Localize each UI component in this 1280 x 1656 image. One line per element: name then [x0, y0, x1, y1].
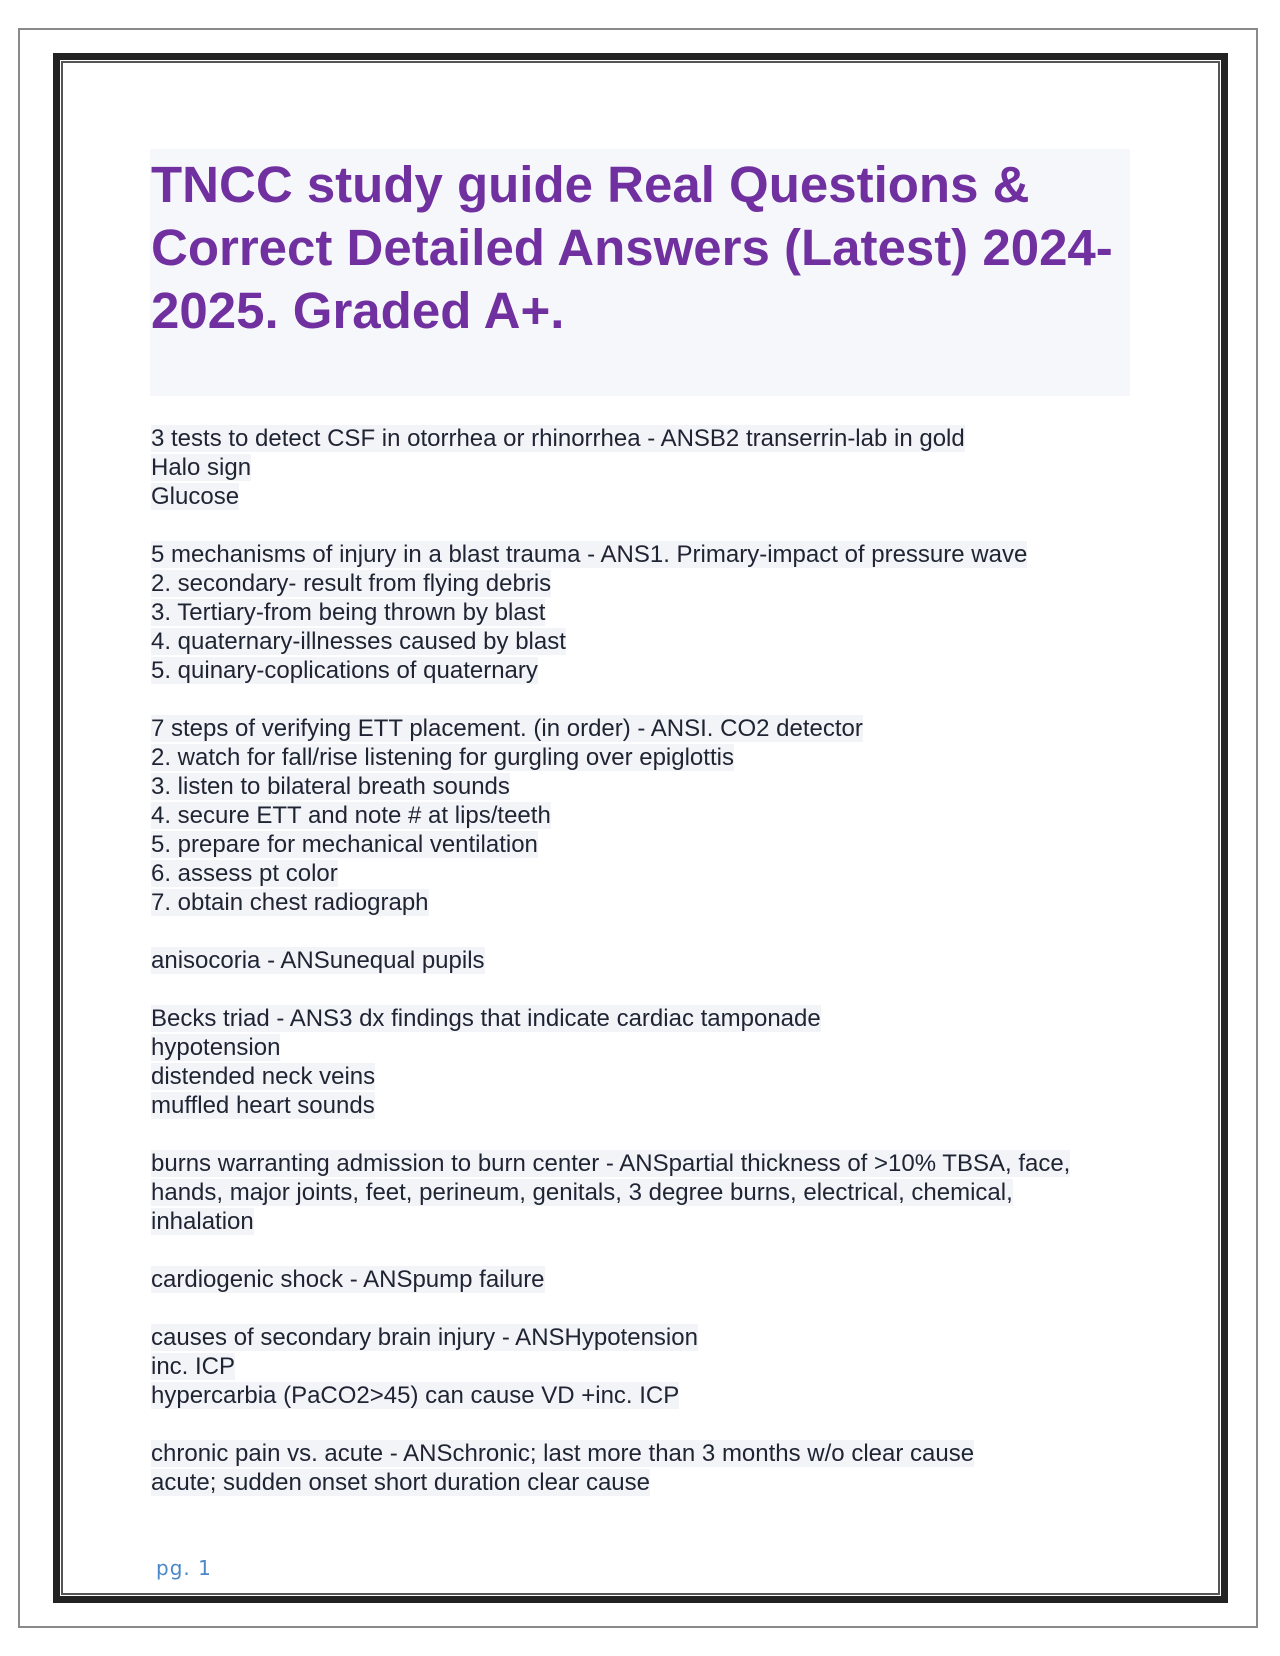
qa-line-text: muffled heart sounds — [151, 1092, 375, 1119]
qa-line — [151, 1091, 1136, 1120]
qa-line-text: anisocoria - ANSunequal pupils — [151, 947, 485, 974]
qa-line — [151, 859, 1136, 888]
qa-line-text: 4. quaternary-illnesses caused by blast — [151, 628, 566, 655]
qa-line-text: 3. Tertiary-from being thrown by blast — [151, 599, 546, 626]
qa-content — [151, 424, 1136, 1526]
qa-line — [151, 830, 1136, 859]
qa-line-text: hands, major joints, feet, perineum, genitals, 3 degree burns, electrical, chemical, — [151, 1179, 1013, 1206]
qa-line — [151, 743, 1136, 772]
qa-line-text: inhalation — [151, 1208, 254, 1235]
qa-line-text: 3 tests to detect CSF in otorrhea or rhinorrhea - ANSB2 transerrin-lab in gold — [151, 425, 965, 452]
qa-line-text: Halo sign — [151, 454, 252, 481]
qa-line — [151, 801, 1136, 830]
qa-line-text: Becks triad - ANS3 dx findings that indicate cardiac tamponade — [151, 1005, 821, 1032]
qa-line — [151, 1149, 1136, 1178]
qa-line-text: cardiogenic shock - ANSpump failure — [151, 1266, 545, 1293]
qa-line-text: 5. prepare for mechanical ventilation — [151, 831, 538, 858]
qa-line-text: distended neck veins — [151, 1063, 376, 1090]
qa-line-text: chronic pain vs. acute - ANSchronic; last more than 3 months w/o clear cause — [151, 1440, 975, 1467]
qa-entry — [151, 946, 1136, 975]
qa-line — [151, 1323, 1136, 1352]
qa-entry — [151, 540, 1136, 685]
qa-line-text: 4. secure ETT and note # at lips/teeth — [151, 802, 551, 829]
qa-entry — [151, 714, 1136, 917]
qa-entry — [151, 1004, 1136, 1120]
qa-line — [151, 1004, 1136, 1033]
qa-line-text: 7 steps of verifying ETT placement. (in order) - ANSI. CO2 detector — [151, 715, 863, 742]
qa-entry — [151, 1439, 1136, 1497]
qa-line — [151, 1062, 1136, 1091]
qa-line — [151, 714, 1136, 743]
qa-line-text: 2. secondary- result from flying debris — [151, 570, 552, 597]
qa-line — [151, 772, 1136, 801]
qa-line — [151, 598, 1136, 627]
document-title: TNCC study guide Real Questions & Correct Detailed Answers (Latest) 2024-2025. Graded A+. — [151, 156, 1113, 339]
qa-line — [151, 540, 1136, 569]
title-block — [150, 149, 1130, 396]
qa-line — [151, 888, 1136, 917]
qa-line-text: acute; sudden onset short duration clear cause — [151, 1469, 650, 1496]
qa-line — [151, 1381, 1136, 1410]
qa-line-text: 5 mechanisms of injury in a blast trauma - ANS1. Primary-impact of pressure wave — [151, 541, 1028, 568]
qa-line — [151, 482, 1136, 511]
qa-line — [151, 627, 1136, 656]
qa-line-text: 2. watch for fall/rise listening for gurgling over epiglottis — [151, 744, 734, 771]
qa-line-text: inc. ICP — [151, 1353, 236, 1380]
qa-line-text: 6. assess pt color — [151, 860, 338, 887]
qa-line — [151, 946, 1136, 975]
qa-line-text: hypercarbia (PaCO2>45) can cause VD +inc. ICP — [151, 1382, 680, 1409]
qa-entry — [151, 1265, 1136, 1294]
qa-line — [151, 1178, 1136, 1207]
qa-line — [151, 1439, 1136, 1468]
qa-line — [151, 453, 1136, 482]
qa-line-text: 5. quinary-coplications of quaternary — [151, 657, 538, 684]
qa-line — [151, 1468, 1136, 1497]
qa-line-text: burns warranting admission to burn center - ANSpartial thickness of >10% TBSA, face, — [151, 1150, 1071, 1177]
qa-line — [151, 1352, 1136, 1381]
qa-line — [151, 656, 1136, 685]
qa-line-text: 7. obtain chest radiograph — [151, 889, 429, 916]
qa-entry — [151, 424, 1136, 511]
qa-line-text: hypotension — [151, 1034, 281, 1061]
qa-entry — [151, 1149, 1136, 1236]
qa-line — [151, 569, 1136, 598]
qa-line-text: Glucose — [151, 483, 240, 510]
qa-line-text: causes of secondary brain injury - ANSHypotension — [151, 1324, 698, 1351]
qa-line — [151, 1265, 1136, 1294]
qa-line — [151, 424, 1136, 453]
qa-entry — [151, 1323, 1136, 1410]
qa-line — [151, 1207, 1136, 1236]
page-number: pg. 1 — [156, 1556, 212, 1580]
qa-line-text: 3. listen to bilateral breath sounds — [151, 773, 510, 800]
qa-line — [151, 1033, 1136, 1062]
